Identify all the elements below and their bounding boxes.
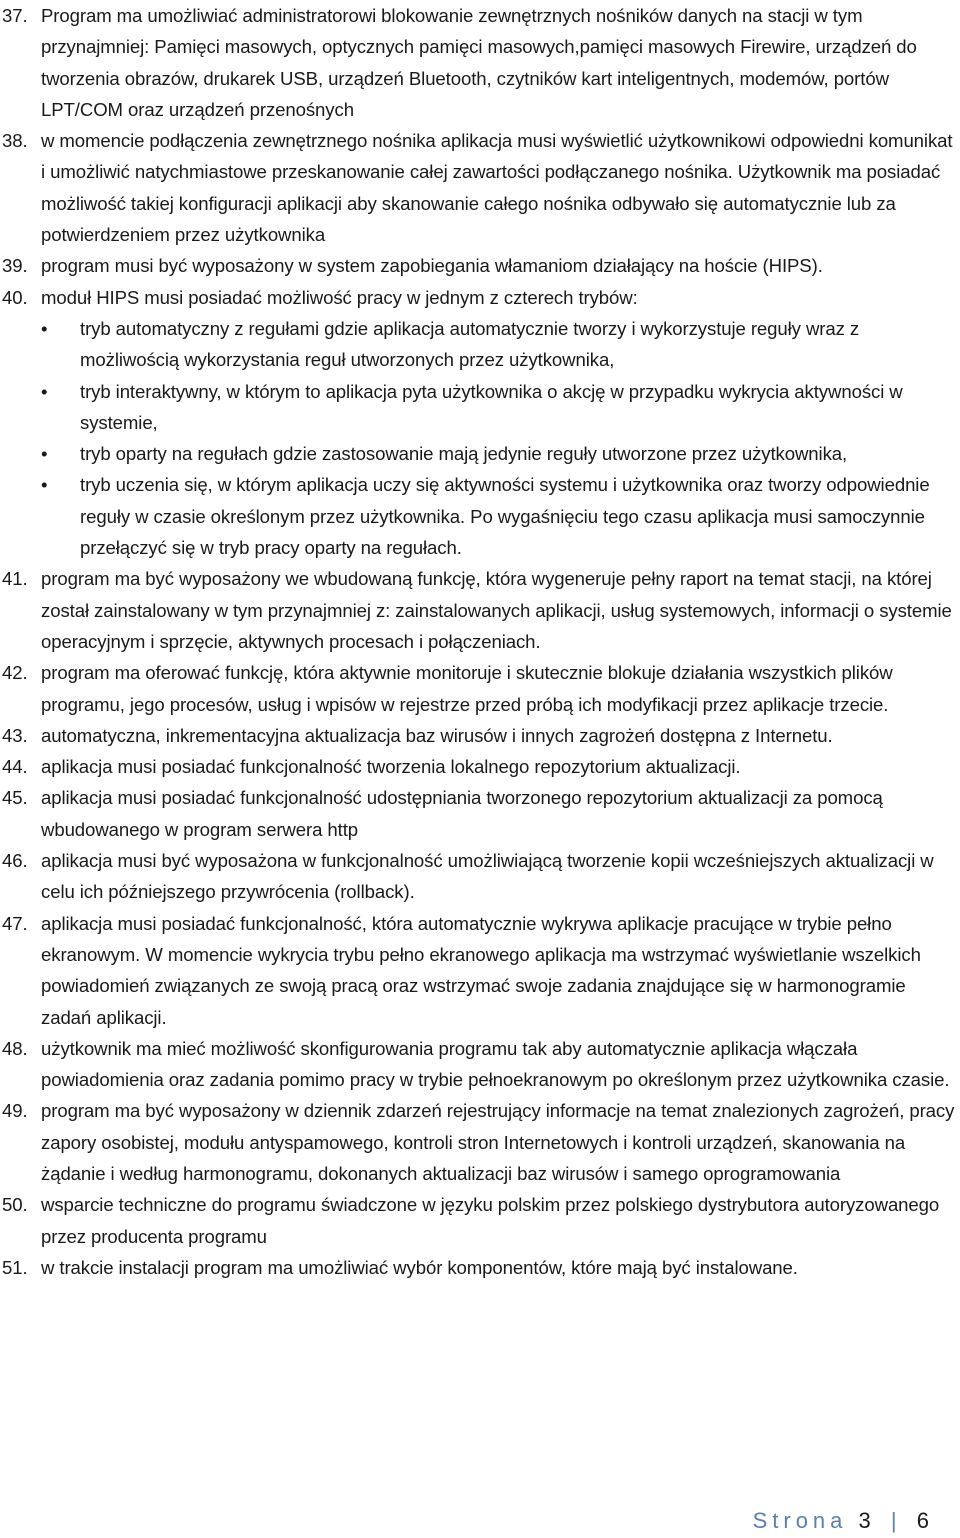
list-item xyxy=(0,282,960,313)
item-text: aplikacja musi posiadać funkcjonalność, która automatycznie wykrywa aplikacje pracujące w trybie pełno ekranowym. W momencie wykrycia trybu pełno ekranowego aplikacja ma wstrzymać wyświetlanie wszelkich powiadomień związanych ze swoją pracą oraz wstrzymać swoje zadania znajdujące się w harmonogramie zadań aplikacji. xyxy=(41,912,921,1028)
bullet-item xyxy=(0,376,960,439)
item-text: Program ma umożliwiać administratorowi blokowanie zewnętrznych nośników danych na stacji w tym przynajmniej: Pamięci masowych, optycznych pamięci masowych,pamięci masowych Firewire, urządzeń do tworzenia obrazów, drukarek USB, urządzeń Bluetooth, czytników kart inteligentnych, modemów, portów LPT/COM oraz urządzeń przenośnych xyxy=(41,5,917,120)
item-text: automatyczna, inkrementacyjna aktualizacja baz wirusów i innych zagrożeń dostępna z Internetu. xyxy=(41,724,833,746)
list-item xyxy=(0,563,960,657)
item-number: 44. xyxy=(2,756,28,778)
item-number: 46. xyxy=(2,850,28,872)
item-number: 42. xyxy=(2,662,28,684)
item-number: 49. xyxy=(2,1100,28,1122)
bullet-item xyxy=(0,438,960,469)
item-number: 41. xyxy=(2,568,28,590)
page-footer xyxy=(753,1508,934,1534)
bullet-icon: • xyxy=(41,380,48,402)
list-item xyxy=(0,1095,960,1189)
item-text: program musi być wyposażony w system zapobiegania włamaniom działający na hoście (HIPS). xyxy=(41,255,823,277)
bullet-icon: • xyxy=(41,443,48,465)
list-item xyxy=(0,0,960,125)
item-text: w trakcie instalacji program ma umożliwiać wybór komponentów, które mają być instalowane. xyxy=(41,1256,798,1278)
item-number: 39. xyxy=(2,255,28,277)
list-item xyxy=(0,125,960,250)
item-text: aplikacja musi posiadać funkcjonalność udostępniania tworzonego repozytorium aktualizacji za pomocą wbudowanego w program serwera http xyxy=(41,787,883,840)
item-number: 45. xyxy=(2,787,28,809)
list-item xyxy=(0,657,960,720)
list-items-41-51 xyxy=(0,563,960,1283)
hips-modes-bullet-list xyxy=(0,313,960,563)
item-text: aplikacja musi być wyposażona w funkcjonalność umożliwiającą tworzenie kopii wcześniejszych aktualizacji w celu ich późniejszego przywrócenia (rollback). xyxy=(41,850,934,903)
item-text: program ma być wyposażony we wbudowaną funkcję, która wygeneruje pełny raport na temat stacji, na której został zainstalowany w tym przynajmniej z: zainstalowanych aplikacji, usług systemowych, informacji o systemie operacyjnym i sprzęcie, aktywnych procesach i połączeniach. xyxy=(41,568,952,652)
list-item xyxy=(0,1033,960,1096)
item-text: moduł HIPS musi posiadać możliwość pracy w jednym z czterech trybów: xyxy=(41,286,638,308)
bullet-text: tryb oparty na regułach gdzie zastosowanie mają jedynie reguły utworzone przez użytkownika, xyxy=(80,443,848,465)
bullet-text: tryb uczenia się, w którym aplikacja uczy się aktywności systemu i użytkownika oraz tworzy odpowiednie reguły w czasie określonym przez użytkownika. Po wygaśnięciu tego czasu aplikacja musi samoczynnie przełączyć się w tryb pracy oparty na regułach. xyxy=(80,474,930,559)
item-number: 51. xyxy=(2,1256,28,1278)
list-item xyxy=(0,751,960,782)
list-item xyxy=(0,250,960,281)
footer-page-total: 6 xyxy=(916,1508,934,1533)
item-text: w momencie podłączenia zewnętrznego nośnika aplikacja musi wyświetlić użytkownikowi odpowiedni komunikat i umożliwić natychmiastowe przeskanowanie całej zawartości podłączanego nośnika. Użytkownik ma posiadać możliwość takiej konfiguracji aplikacji aby skanowanie całego nośnika odbywało się automatycznie lub za potwierdzeniem przez użytkownika xyxy=(41,130,953,246)
footer-page-number: 3 xyxy=(858,1508,876,1533)
item-number: 48. xyxy=(2,1037,28,1059)
item-text: program ma oferować funkcję, która aktywnie monitoruje i skutecznie blokuje działania wszystkich plików programu, jego procesów, usług i wpisów w rejestrze przed próbą ich modyfikacji przez aplikacje trzecie. xyxy=(41,662,893,715)
bullet-icon: • xyxy=(41,474,48,496)
list-item xyxy=(0,1189,960,1252)
item-text: aplikacja musi posiadać funkcjonalność tworzenia lokalnego repozytorium aktualizacji. xyxy=(41,756,741,778)
bullet-icon: • xyxy=(41,317,48,339)
list-item xyxy=(0,782,960,845)
list-item xyxy=(0,845,960,908)
item-number: 37. xyxy=(2,5,28,26)
bullet-item xyxy=(0,469,960,563)
bullet-item xyxy=(0,313,960,376)
bullet-text: tryb interaktywny, w którym to aplikacja pyta użytkownika o akcję w przypadku wykrycia aktywności w systemie, xyxy=(80,380,903,433)
item-number: 43. xyxy=(2,724,28,746)
list-item xyxy=(0,720,960,751)
item-text: użytkownik ma mieć możliwość skonfigurowania programu tak aby automatycznie aplikacja włączała powiadomienia oraz zadania pomimo pracy w trybie pełnoekranowym po określonym przez użytkownika czasie. xyxy=(41,1037,950,1091)
item-number: 47. xyxy=(2,912,28,934)
footer-label: Strona xyxy=(752,1508,848,1533)
footer-separator: | xyxy=(890,1508,902,1533)
list-item xyxy=(0,908,960,1033)
item-number: 50. xyxy=(2,1194,28,1216)
list-item xyxy=(0,1252,960,1283)
list-items-37-40 xyxy=(0,0,960,313)
item-text: wsparcie techniczne do programu świadczone w języku polskim przez polskiego dystrybutora autoryzowanego przez producenta programu xyxy=(41,1194,940,1247)
bullet-text: tryb automatyczny z regułami gdzie aplikacja automatycznie tworzy i wykorzystuje reguły wraz z możliwością wykorzystania reguł utworzonych przez użytkownika, xyxy=(80,317,860,371)
item-number: 38. xyxy=(2,130,28,152)
item-number: 40. xyxy=(2,286,28,308)
item-text: program ma być wyposażony w dziennik zdarzeń rejestrujący informacje na temat znalezionych zagrożeń, pracy zapory osobistej, modułu antyspamowego, kontroli stron Internetowych i kontroli urządzeń, skanowania na żądanie i według harmonogramu, dokonanych aktualizacji baz wirusów i samego oprogramowania xyxy=(41,1100,955,1184)
